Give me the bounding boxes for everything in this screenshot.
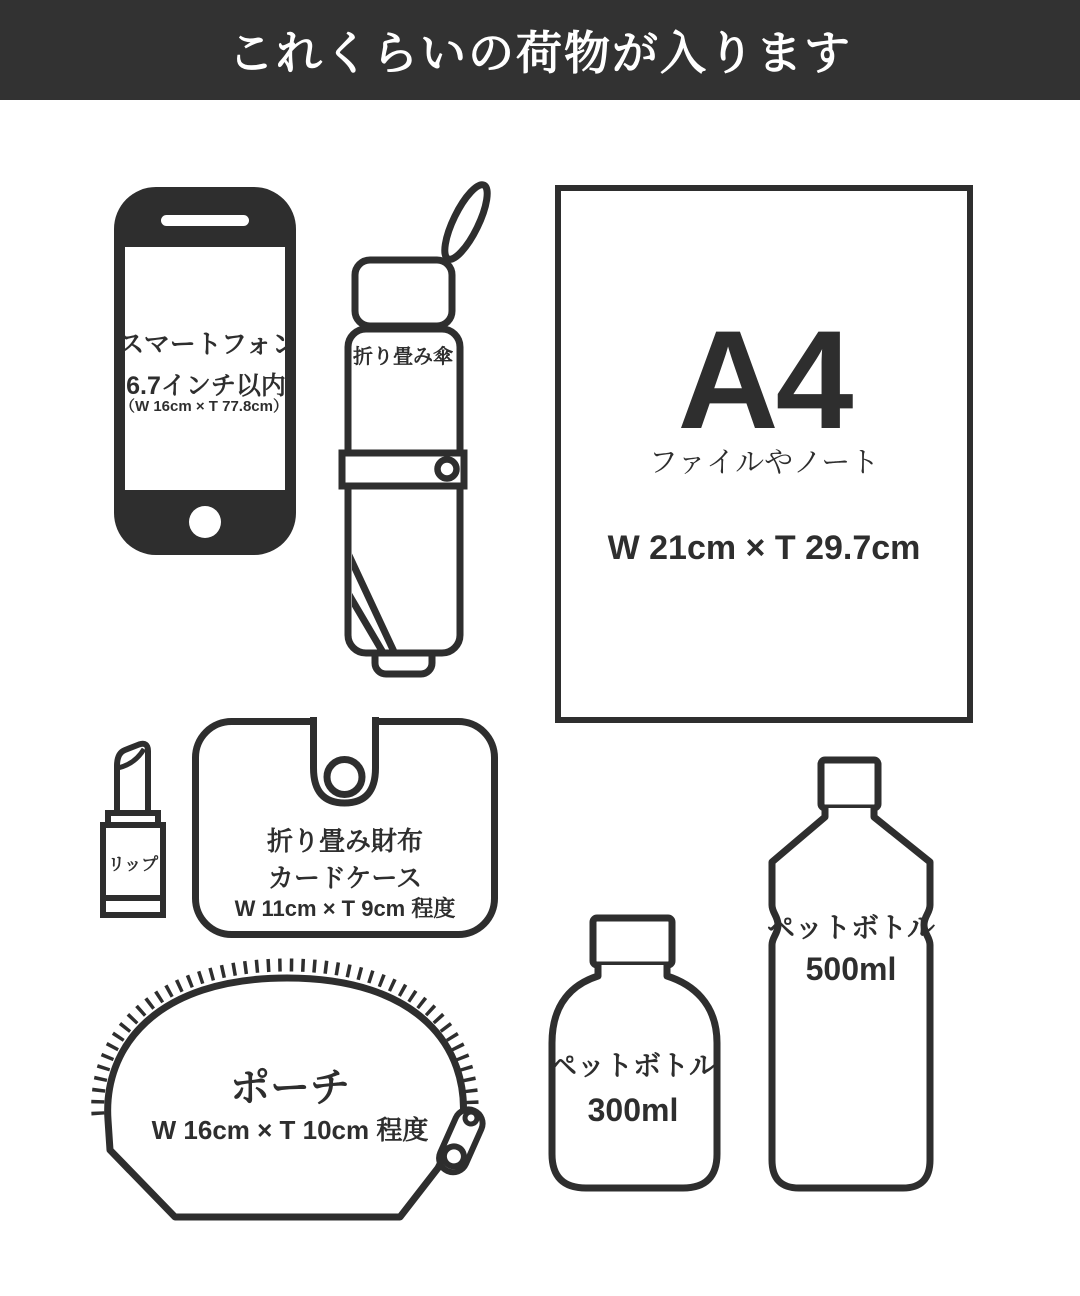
a4-label: A4 [677, 301, 851, 458]
page-title: これくらいの荷物が入ります [228, 27, 852, 79]
bottle-large-volume: 500ml [805, 951, 897, 987]
card-case-snap-button [327, 760, 362, 795]
bottle-large-body [772, 808, 930, 1188]
smartphone-dimensions: （W 16cm × T 77.8cm） [120, 398, 288, 415]
umbrella-body [348, 329, 460, 653]
pouch-label: ポーチ [230, 1066, 350, 1110]
bottle-small-label: ペットボトル [548, 1050, 718, 1081]
card-case-label-line2: カードケース [267, 863, 423, 893]
smartphone-label: スマートフォン [118, 329, 298, 359]
umbrella-illustration [330, 178, 495, 683]
smartphone-size-label: 6.7インチ以内 [126, 372, 286, 400]
card-case-dimensions: W 11cm × T 9cm 程度 [234, 896, 456, 921]
a4-description: ファイルやノート [648, 447, 880, 479]
bottle-large-label: ペットボトル [766, 912, 936, 943]
umbrella-handle [355, 260, 452, 326]
pouch-dimensions: W 16cm × T 10cm 程度 [151, 1115, 429, 1145]
umbrella-strap-loop [437, 180, 495, 265]
bottle-small-cap [593, 918, 672, 965]
bottle-large-cap [821, 760, 878, 808]
phone-speaker-slot [161, 215, 249, 226]
phone-home-button [189, 506, 221, 538]
header-bar [0, 0, 1080, 100]
card-case-label-line1: 折り畳み財布 [266, 826, 424, 856]
lipstick-label: リップ [107, 855, 159, 874]
umbrella-snap-button [438, 460, 457, 479]
bottle-small-volume: 300ml [587, 1092, 679, 1128]
phone-screen [125, 247, 285, 490]
lipstick-illustration [98, 740, 168, 920]
a4-dimensions: W 21cm × T 29.7cm [607, 529, 921, 567]
umbrella-label: 折り畳み傘 [353, 346, 453, 368]
